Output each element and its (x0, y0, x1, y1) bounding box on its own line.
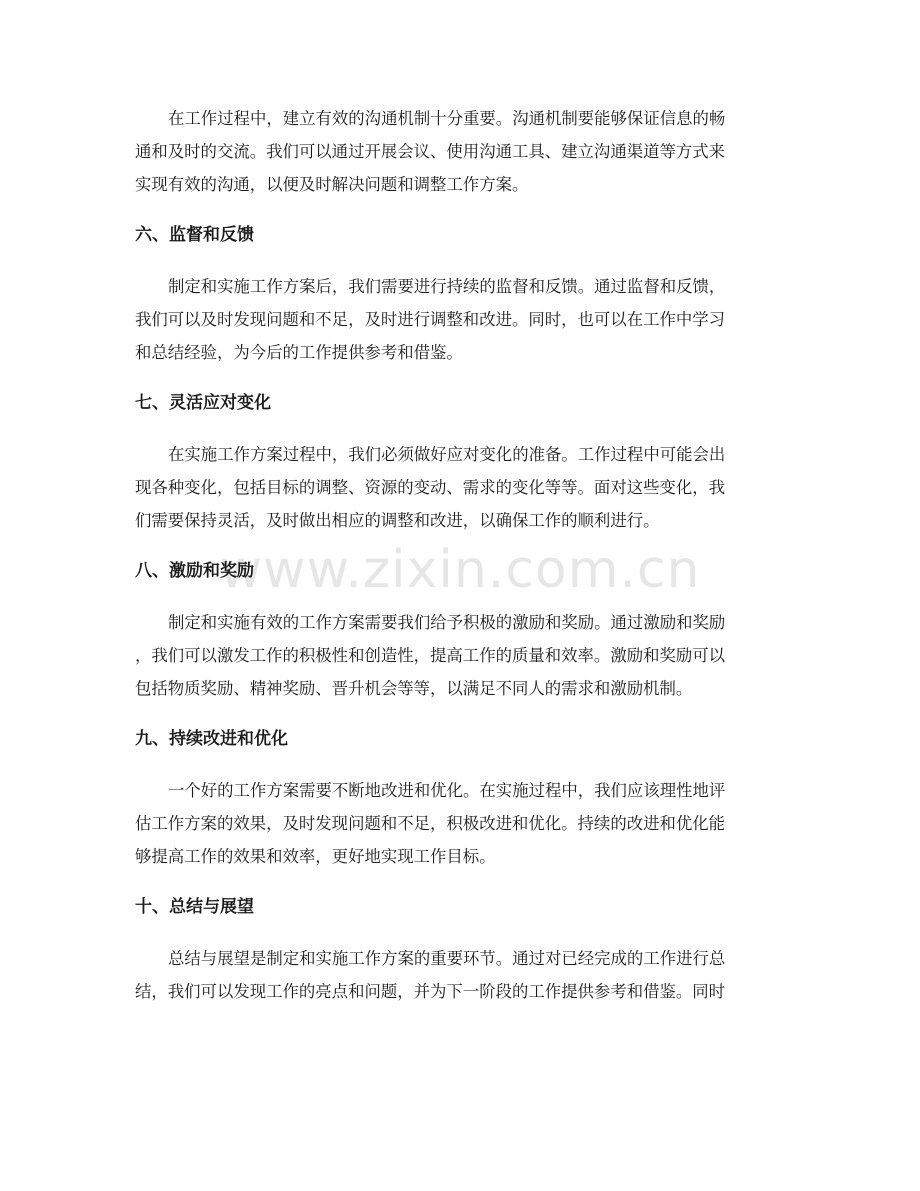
paragraph (135, 774, 790, 873)
paragraph-line: 总结与展望是制定和实施工作方案的重要环节。通过对已经完成的工作进行总 (168, 949, 726, 968)
paragraph-line: 在工作过程中，建立有效的沟通机制十分重要。沟通机制要能够保证信息的畅 (168, 109, 726, 128)
paragraph-line: 制定和实施有效的工作方案需要我们给予积极的激励和奖励。通过激励和奖励 (168, 613, 726, 632)
section-heading: 十、总结与展望 (135, 897, 254, 917)
paragraph-line: 现各种变化，包括目标的调整、资源的变动、需求的变化等等。面对这些变化，我 (135, 478, 726, 497)
paragraph-line: 我们可以及时发现问题和不足，及时进行调整和改进。同时，也可以在工作中学习 (135, 310, 726, 329)
section-heading: 九、持续改进和优化 (135, 729, 288, 749)
section-heading: 七、灵活应对变化 (135, 393, 271, 413)
section-incentives-rewards (135, 555, 790, 705)
paragraph-line: 在实施工作方案过程中，我们必须做好应对变化的准备。工作过程中可能会出 (168, 445, 726, 464)
section-flexible-response (135, 387, 790, 537)
watermark: www.zixin.com.cn (219, 540, 701, 600)
section-intro (135, 102, 790, 201)
paragraph-line: 够提高工作的效果和效率，更好地实现工作目标。 (135, 847, 496, 866)
document-body (135, 102, 790, 1008)
paragraph-line: 结，我们可以发现工作的亮点和问题，并为下一阶段的工作提供参考和借鉴。同时 (135, 982, 726, 1001)
paragraph-line: 通和及时的交流。我们可以通过开展会议、使用沟通工具、建立沟通渠道等方式来 (135, 142, 726, 161)
paragraph (135, 270, 790, 369)
section-supervision-feedback (135, 219, 790, 369)
paragraph-line: 和总结经验，为今后的工作提供参考和借鉴。 (135, 343, 463, 362)
section-summary-outlook (135, 891, 790, 1008)
paragraph (135, 438, 790, 537)
paragraph-line: 估工作方案的效果，及时发现问题和不足，积极改进和优化。持续的改进和优化能 (135, 814, 726, 833)
paragraph-line: 包括物质奖励、精神奖励、晋升机会等等，以满足不同人的需求和激励机制。 (135, 679, 693, 698)
paragraph-line: ，我们可以激发工作的积极性和创造性，提高工作的质量和效率。激励和奖励可以 (135, 646, 726, 665)
paragraph-line: 一个好的工作方案需要不断地改进和优化。在实施过程中，我们应该理性地评 (168, 781, 726, 800)
paragraph-line: 们需要保持灵活，及时做出相应的调整和改进，以确保工作的顺利进行。 (135, 511, 660, 530)
section-heading: 六、监督和反馈 (135, 225, 254, 245)
paragraph (135, 102, 790, 201)
paragraph-line: 制定和实施工作方案后，我们需要进行持续的监督和反馈。通过监督和反馈， (168, 277, 726, 296)
section-heading: 八、激励和奖励 (135, 561, 254, 581)
paragraph (135, 606, 790, 705)
paragraph-line: 实现有效的沟通，以便及时解决问题和调整工作方案。 (135, 175, 529, 194)
paragraph (135, 942, 790, 1008)
section-continuous-improvement (135, 723, 790, 873)
